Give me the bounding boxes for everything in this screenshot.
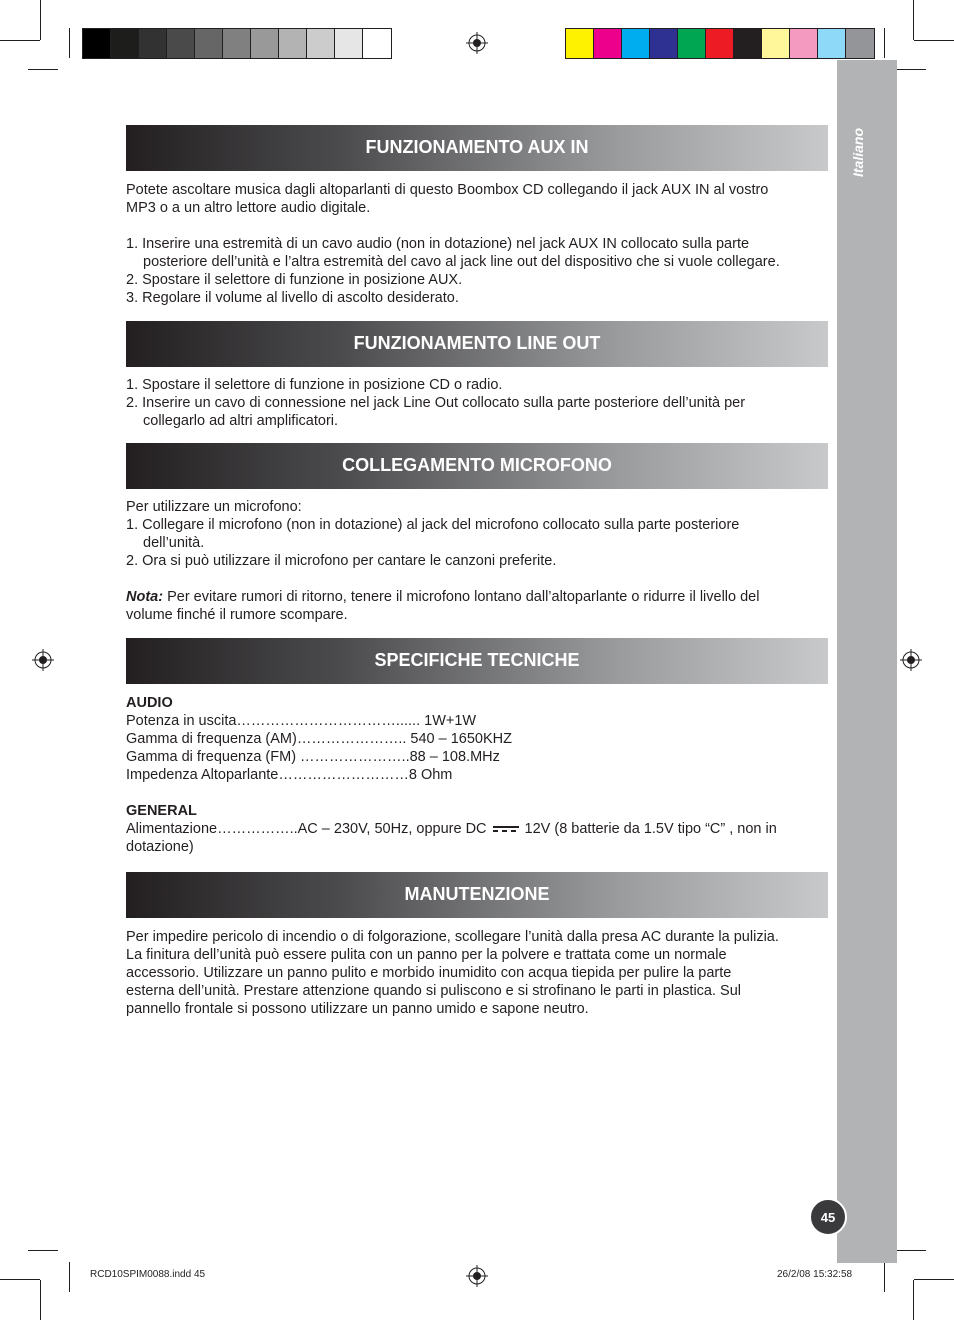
crop-mark <box>884 1262 885 1292</box>
paragraph-line: Per utilizzare un microfono: <box>126 499 302 515</box>
spec-row: dotazione) <box>126 839 194 855</box>
section-header-aux-in <box>126 125 828 171</box>
side-language-tab <box>837 60 897 1263</box>
paragraph-line: La finitura dell’unità può essere pulita con un panno per la polvere e trattata come un normale <box>126 947 727 963</box>
color-swatch <box>195 29 223 58</box>
line-out-body <box>126 376 830 430</box>
note-line: volume finché il rumore scompare. <box>126 607 348 623</box>
color-swatch <box>650 29 678 58</box>
slug-date: 26/2/08 15:32:58 <box>777 1269 853 1280</box>
color-swatch <box>167 29 195 58</box>
aux-in-body <box>126 181 830 307</box>
paragraph-line: Per impedire pericolo di incendio o di folgorazione, scollegare l’unità dalla presa AC durante la pulizia. <box>126 929 779 945</box>
list-item-continuation: dell’unità. <box>143 535 205 551</box>
crop-mark <box>40 0 41 40</box>
note-line <box>126 588 830 606</box>
section-header-microphone <box>126 443 828 489</box>
color-swatch <box>335 29 363 58</box>
color-swatch <box>139 29 167 58</box>
crop-mark <box>28 69 58 70</box>
color-swatch <box>566 29 594 58</box>
crop-mark <box>69 1262 70 1292</box>
note-label: Nota: <box>126 589 164 605</box>
color-swatch <box>734 29 762 58</box>
list-item-continuation: collegarlo ad altri amplificatori. <box>143 413 339 429</box>
color-swatch <box>111 29 139 58</box>
list-item: 2. Ora si può utilizzare il microfono per cantare le canzoni preferite. <box>126 553 557 569</box>
power-text: Alimentazione……………..AC – 230V, 50Hz, oppure DC <box>126 821 487 837</box>
section-title: MANUTENZIONE <box>404 884 550 904</box>
color-swatch <box>363 29 391 58</box>
crop-mark <box>69 28 70 58</box>
list-item-continuation: posteriore dell’unità e l’altra estremità del cavo al jack line out del dispositivo che si vuole collegare. <box>143 254 780 270</box>
color-swatch <box>594 29 622 58</box>
spec-row: Gamma di frequenza (FM) …………………..88 – 108.MHz <box>126 749 500 765</box>
note-text: Per evitare rumori di ritorno, tenere il microfono lontano dall’altoparlante o ridurre il livello del <box>163 589 760 605</box>
color-swatch <box>818 29 846 58</box>
list-item: 2. Inserire un cavo di connessione nel jack Line Out collocato sulla parte posteriore dell’unità per <box>126 395 746 411</box>
registration-mark-icon <box>900 649 922 671</box>
section-header-maintenance <box>126 872 828 918</box>
paragraph-line: accessorio. Utilizzare un panno pulito e morbido inumidito con acqua tiepida per pulire la parte <box>126 965 732 981</box>
color-swatch <box>678 29 706 58</box>
spec-row: Gamma di frequenza (AM)………………….. 540 – 1650KHZ <box>126 731 512 747</box>
dc-symbol-icon <box>493 824 519 834</box>
registration-mark-icon <box>32 649 54 671</box>
color-swatch <box>307 29 335 58</box>
general-heading: GENERAL <box>126 803 197 819</box>
language-label: Italiano <box>850 128 866 178</box>
grayscale-calibration-bar <box>82 28 392 59</box>
registration-mark-icon <box>466 1265 488 1287</box>
slug-filename: RCD10SPIM0088.indd 45 <box>90 1269 206 1280</box>
section-title: FUNZIONAMENTO LINE OUT <box>353 333 601 353</box>
section-header-line-out <box>126 321 828 367</box>
maintenance-body <box>126 928 830 1018</box>
crop-mark <box>913 1280 914 1320</box>
list-item: 1. Collegare il microfono (non in dotazione) al jack del microfono collocato sulla parte posteriore <box>126 517 740 533</box>
section-title: SPECIFICHE TECNICHE <box>374 650 580 670</box>
crop-mark <box>40 1280 41 1320</box>
section-title: COLLEGAMENTO MICROFONO <box>342 455 612 475</box>
crop-mark <box>0 1279 40 1280</box>
list-item: 1. Inserire una estremità di un cavo audio (non in dotazione) nel jack AUX IN collocato sulla parte <box>126 236 750 252</box>
color-swatch <box>279 29 307 58</box>
specs-body <box>126 694 830 856</box>
paragraph-line: MP3 o a un altro lettore audio digitale. <box>126 200 371 216</box>
crop-mark <box>914 40 954 41</box>
paragraph-line: esterna dell’unità. Prestare attenzione quando si puliscono e si strofinano le parti in plastica. Sul <box>126 983 742 999</box>
spec-row: Impedenza Altoparlante………………………8 Ohm <box>126 767 453 783</box>
color-swatch <box>762 29 790 58</box>
spec-row: Potenza in uscita……………………………...... 1W+1W <box>126 713 477 729</box>
section-header-specs <box>126 638 828 684</box>
color-calibration-bar <box>565 28 875 59</box>
paragraph-line: pannello frontale si possono utilizzare un panno umido e sapone neutro. <box>126 1001 589 1017</box>
crop-mark <box>914 1279 954 1280</box>
crop-mark <box>896 1250 926 1251</box>
crop-mark <box>0 40 40 41</box>
section-title: FUNZIONAMENTO AUX IN <box>365 137 589 157</box>
crop-mark <box>896 69 926 70</box>
audio-heading: AUDIO <box>126 695 173 711</box>
list-item: 2. Spostare il selettore di funzione in posizione AUX. <box>126 272 463 288</box>
color-swatch <box>223 29 251 58</box>
color-swatch <box>622 29 650 58</box>
registration-mark-icon <box>466 32 488 54</box>
crop-mark <box>913 0 914 40</box>
spec-row <box>126 820 830 838</box>
color-swatch <box>846 29 874 58</box>
color-swatch <box>790 29 818 58</box>
power-text: 12V (8 batterie da 1.5V tipo “C” , non in <box>524 821 777 837</box>
color-swatch <box>706 29 734 58</box>
crop-mark <box>884 28 885 58</box>
paragraph-line: Potete ascoltare musica dagli altoparlanti di questo Boombox CD collegando il jack AUX IN al vostro <box>126 182 769 198</box>
page-number: 45 <box>809 1198 847 1236</box>
color-swatch <box>83 29 111 58</box>
color-swatch <box>251 29 279 58</box>
microphone-body <box>126 498 830 624</box>
list-item: 1. Spostare il selettore di funzione in posizione CD o radio. <box>126 377 503 393</box>
list-item: 3. Regolare il volume al livello di ascolto desiderato. <box>126 290 459 306</box>
crop-mark <box>28 1250 58 1251</box>
